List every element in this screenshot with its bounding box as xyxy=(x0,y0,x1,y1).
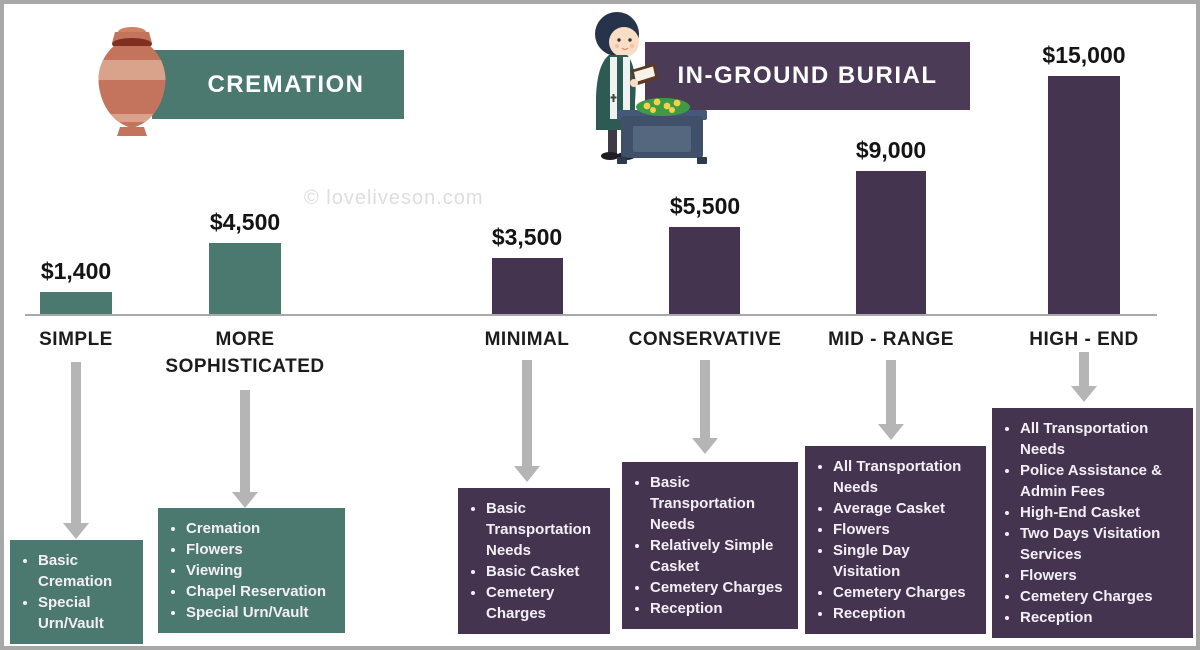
list-item: • High-End Casket xyxy=(1020,502,1185,523)
list-item: • Viewing xyxy=(186,560,337,581)
list-item: • Flowers xyxy=(833,519,978,540)
value-label-conservative: $5,500 xyxy=(669,193,741,219)
items-box-conservative xyxy=(622,462,798,629)
list-item: • Special Urn/Vault xyxy=(38,592,135,634)
list-item: • Cremation xyxy=(186,518,337,539)
list-item: • All Transportation Needs xyxy=(1020,418,1185,460)
axis-baseline xyxy=(25,314,1157,316)
list-item: • Reception xyxy=(1020,607,1185,628)
category-label-simple: SIMPLE xyxy=(39,329,113,350)
bar-mid-range xyxy=(856,171,926,314)
bar-simple xyxy=(40,292,112,314)
list-item: • Relatively Simple Casket xyxy=(650,535,790,577)
category-label-conservative: CONSERVATIVE xyxy=(628,329,782,350)
cremation-banner-title: CREMATION xyxy=(207,70,365,98)
value-label-mid-range: $9,000 xyxy=(855,137,927,163)
priest-at-casket-icon xyxy=(583,8,711,171)
urn-icon xyxy=(90,24,174,143)
list-item: • Cemetery Charges xyxy=(486,582,602,624)
items-list-mid-range xyxy=(809,456,978,624)
value-label-simple: $1,400 xyxy=(40,258,112,284)
list-item: • Basic Transportation Needs xyxy=(486,498,602,561)
bar-minimal xyxy=(492,258,563,314)
burial-banner-title: IN-GROUND BURIAL xyxy=(677,62,938,89)
list-item: • Cemetery Charges xyxy=(1020,586,1185,607)
list-item: • Basic Casket xyxy=(486,561,602,582)
items-list-minimal xyxy=(462,498,602,624)
down-arrow-icon-simple xyxy=(71,362,81,523)
down-arrow-head-icon-simple xyxy=(63,523,89,539)
chart-canvas xyxy=(4,4,1196,646)
list-item: • Reception xyxy=(650,598,790,619)
list-item: • Reception xyxy=(833,603,978,624)
items-list-conservative xyxy=(626,472,790,619)
list-item: • Special Urn/Vault xyxy=(186,602,337,623)
down-arrow-icon-mid-range xyxy=(886,360,896,424)
down-arrow-icon-conservative xyxy=(700,360,710,438)
bar-high-end xyxy=(1048,76,1120,314)
items-box-minimal xyxy=(458,488,610,634)
down-arrow-icon-minimal xyxy=(522,360,532,466)
down-arrow-icon-more-sophisticated xyxy=(240,390,250,492)
list-item: • Basic Transportation Needs xyxy=(650,472,790,535)
down-arrow-icon-high-end xyxy=(1079,352,1089,386)
list-item: • Cemetery Charges xyxy=(650,577,790,598)
category-label-mid-range: MID - RANGE xyxy=(828,329,954,350)
category-label-more-sophisticated: MORE SOPHISTICATED xyxy=(165,329,325,377)
list-item: • Flowers xyxy=(1020,565,1185,586)
category-label-minimal: MINIMAL xyxy=(484,329,570,350)
down-arrow-head-icon-minimal xyxy=(514,466,540,482)
list-item: • Single Day Visitation xyxy=(833,540,978,582)
items-list-more-sophisticated xyxy=(162,518,337,623)
value-label-high-end: $15,000 xyxy=(1042,42,1126,68)
items-box-high-end xyxy=(992,408,1193,638)
list-item: • Basic Cremation xyxy=(38,550,135,592)
bar-conservative xyxy=(669,227,740,314)
value-label-minimal: $3,500 xyxy=(491,224,563,250)
items-list-simple xyxy=(14,550,135,634)
items-box-simple xyxy=(10,540,143,644)
value-label-more-sophisticated: $4,500 xyxy=(209,209,281,235)
list-item: • Police Assistance & Admin Fees xyxy=(1020,460,1185,502)
list-item: • Cemetery Charges xyxy=(833,582,978,603)
down-arrow-head-icon-conservative xyxy=(692,438,718,454)
list-item: • All Transportation Needs xyxy=(833,456,978,498)
list-item: • Average Casket xyxy=(833,498,978,519)
cremation-banner xyxy=(152,50,404,119)
bar-more-sophisticated xyxy=(209,243,281,314)
list-item: • Flowers xyxy=(186,539,337,560)
category-label-high-end: HIGH - END xyxy=(1029,329,1139,350)
items-box-mid-range xyxy=(805,446,986,634)
down-arrow-head-icon-mid-range xyxy=(878,424,904,440)
items-box-more-sophisticated xyxy=(158,508,345,633)
watermark: © loveliveson.com xyxy=(304,187,484,209)
list-item: • Two Days Visitation Services xyxy=(1020,523,1185,565)
down-arrow-head-icon-more-sophisticated xyxy=(232,492,258,508)
items-list-high-end xyxy=(996,418,1185,628)
list-item: • Chapel Reservation xyxy=(186,581,337,602)
down-arrow-head-icon-high-end xyxy=(1071,386,1097,402)
